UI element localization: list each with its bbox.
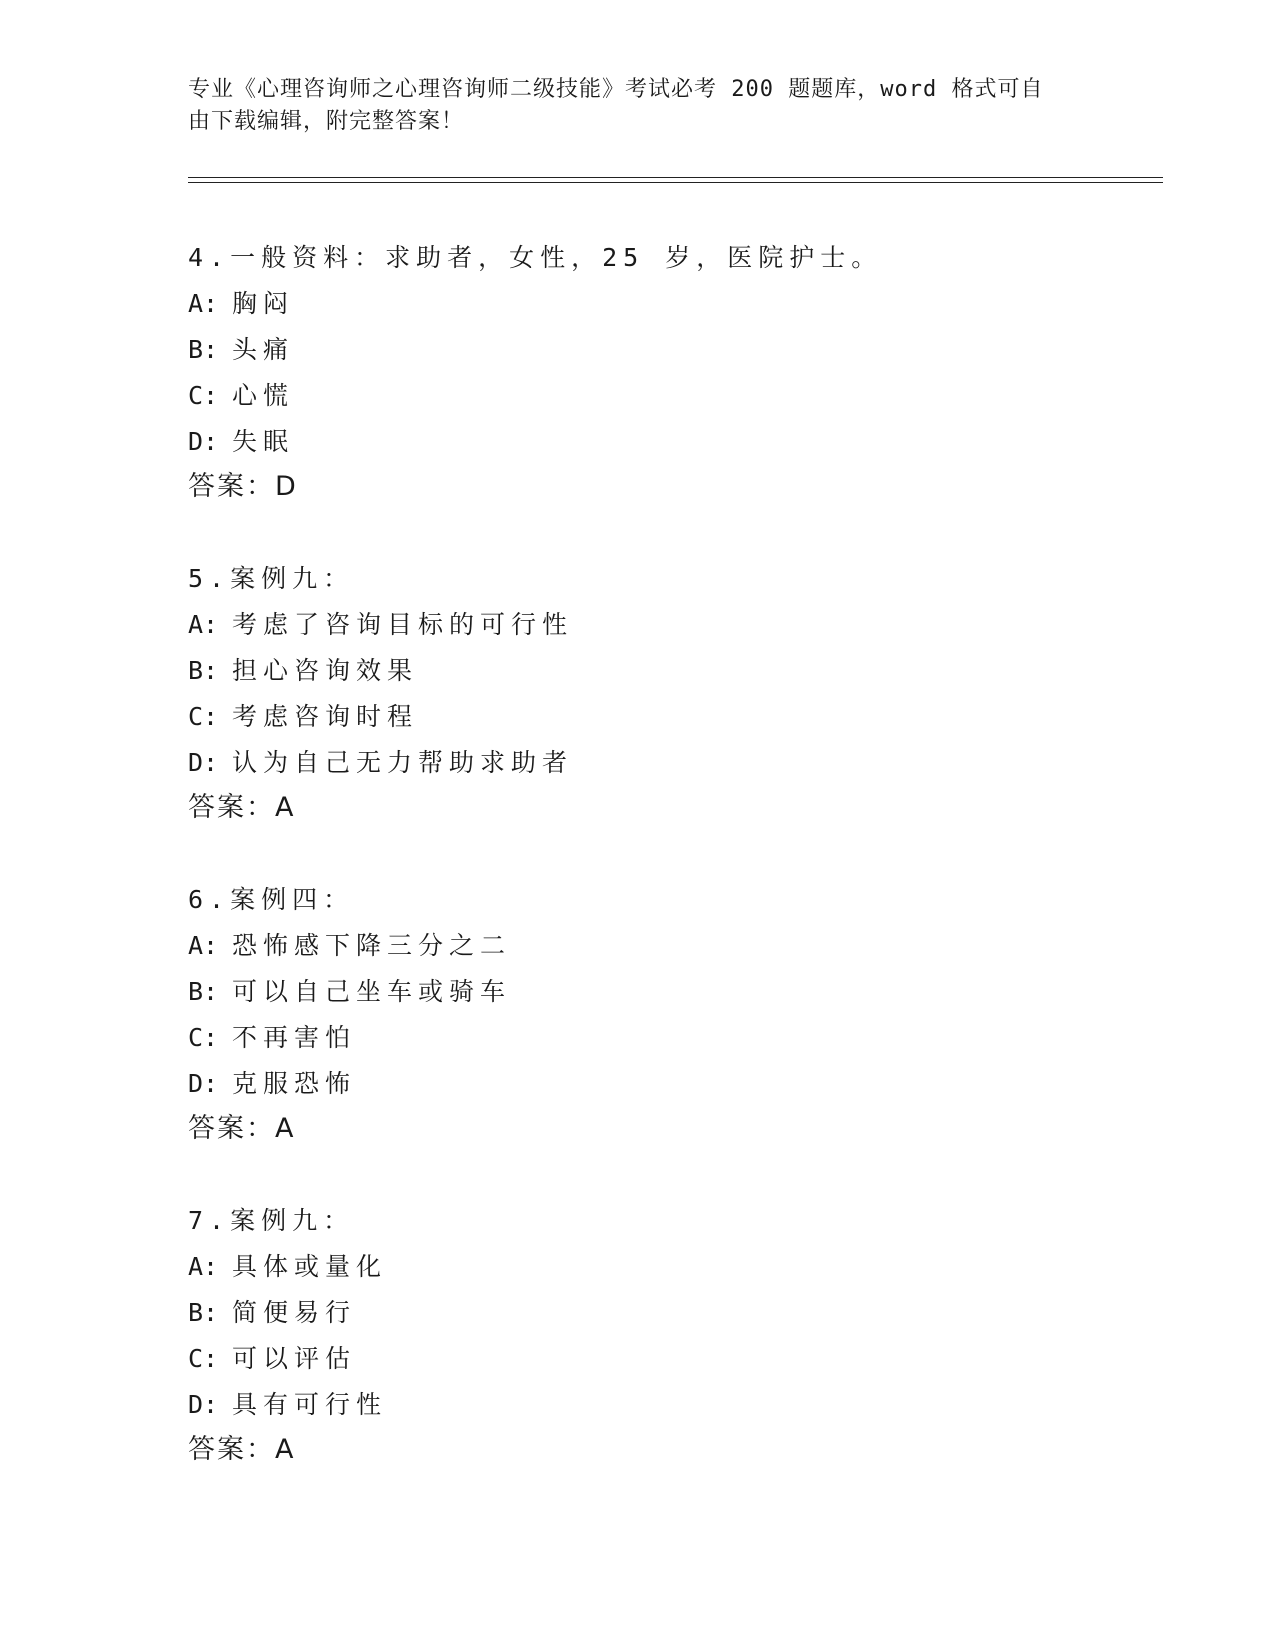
option-letter: B: (188, 977, 219, 1006)
option-letter: B: (188, 656, 219, 685)
option-a (188, 602, 1148, 648)
question-list (188, 235, 1148, 1519)
answer-line: 答案：A (188, 1434, 296, 1465)
header-line-2: 由下载编辑，附完整答案！ (188, 109, 465, 134)
option-c (188, 373, 1148, 419)
header-rule-bottom (188, 182, 1163, 183)
option-letter: B: (188, 1298, 219, 1327)
option-b (188, 648, 1148, 694)
option-b (188, 327, 1148, 373)
option-d (188, 419, 1148, 465)
option-letter: A: (188, 931, 219, 960)
option-letter: B: (188, 335, 219, 364)
option-text: 可以自己坐车或骑车 (232, 977, 512, 1006)
option-letter: C: (188, 1344, 219, 1373)
option-letter: C: (188, 381, 219, 410)
option-text: 失眠 (232, 427, 295, 456)
question-4 (188, 235, 1148, 509)
answer-line: 答案：A (188, 1113, 296, 1144)
option-letter: A: (188, 289, 219, 318)
option-d (188, 740, 1148, 786)
option-letter: D: (188, 1069, 219, 1098)
option-b (188, 969, 1148, 1015)
option-letter: D: (188, 748, 219, 777)
option-letter: D: (188, 427, 219, 456)
option-text: 头痛 (232, 335, 295, 364)
option-letter: D: (188, 1390, 219, 1419)
option-d (188, 1382, 1148, 1428)
option-text: 具有可行性 (232, 1390, 388, 1419)
question-title: 6.案例四： (188, 885, 355, 914)
option-letter: A: (188, 610, 219, 639)
option-text: 克服恐怖 (232, 1069, 357, 1098)
option-text: 心慌 (232, 381, 295, 410)
option-text: 考虑咨询时程 (232, 702, 419, 731)
document-header (188, 74, 1088, 138)
answer-line: 答案：D (188, 471, 298, 502)
option-letter: C: (188, 702, 219, 731)
option-a (188, 923, 1148, 969)
option-a (188, 1244, 1148, 1290)
question-6 (188, 877, 1148, 1151)
option-b (188, 1290, 1148, 1336)
option-text: 可以评估 (232, 1344, 357, 1373)
option-letter: C: (188, 1023, 219, 1052)
answer-line: 答案：A (188, 792, 296, 823)
question-title: 4.一般资料：求助者，女性，25 岁，医院护士。 (188, 243, 883, 272)
question-7 (188, 1198, 1148, 1472)
option-c (188, 1015, 1148, 1061)
option-a (188, 281, 1148, 327)
option-text: 担心咨询效果 (232, 656, 419, 685)
option-text: 恐怖感下降三分之二 (232, 931, 512, 960)
header-rule-top (188, 177, 1163, 178)
option-text: 不再害怕 (232, 1023, 357, 1052)
question-title: 5.案例九： (188, 564, 355, 593)
option-text: 具体或量化 (232, 1252, 388, 1281)
header-line-1: 专业《心理咨询师之心理咨询师二级技能》考试必考 200 题题库，word 格式可自 (188, 77, 1044, 102)
question-title: 7.案例九： (188, 1206, 355, 1235)
option-d (188, 1061, 1148, 1107)
option-text: 胸闷 (232, 289, 295, 318)
option-text: 简便易行 (232, 1298, 357, 1327)
option-c (188, 694, 1148, 740)
option-text: 认为自己无力帮助求助者 (232, 748, 574, 777)
option-c (188, 1336, 1148, 1382)
option-text: 考虑了咨询目标的可行性 (232, 610, 574, 639)
option-letter: A: (188, 1252, 219, 1281)
question-5 (188, 556, 1148, 830)
